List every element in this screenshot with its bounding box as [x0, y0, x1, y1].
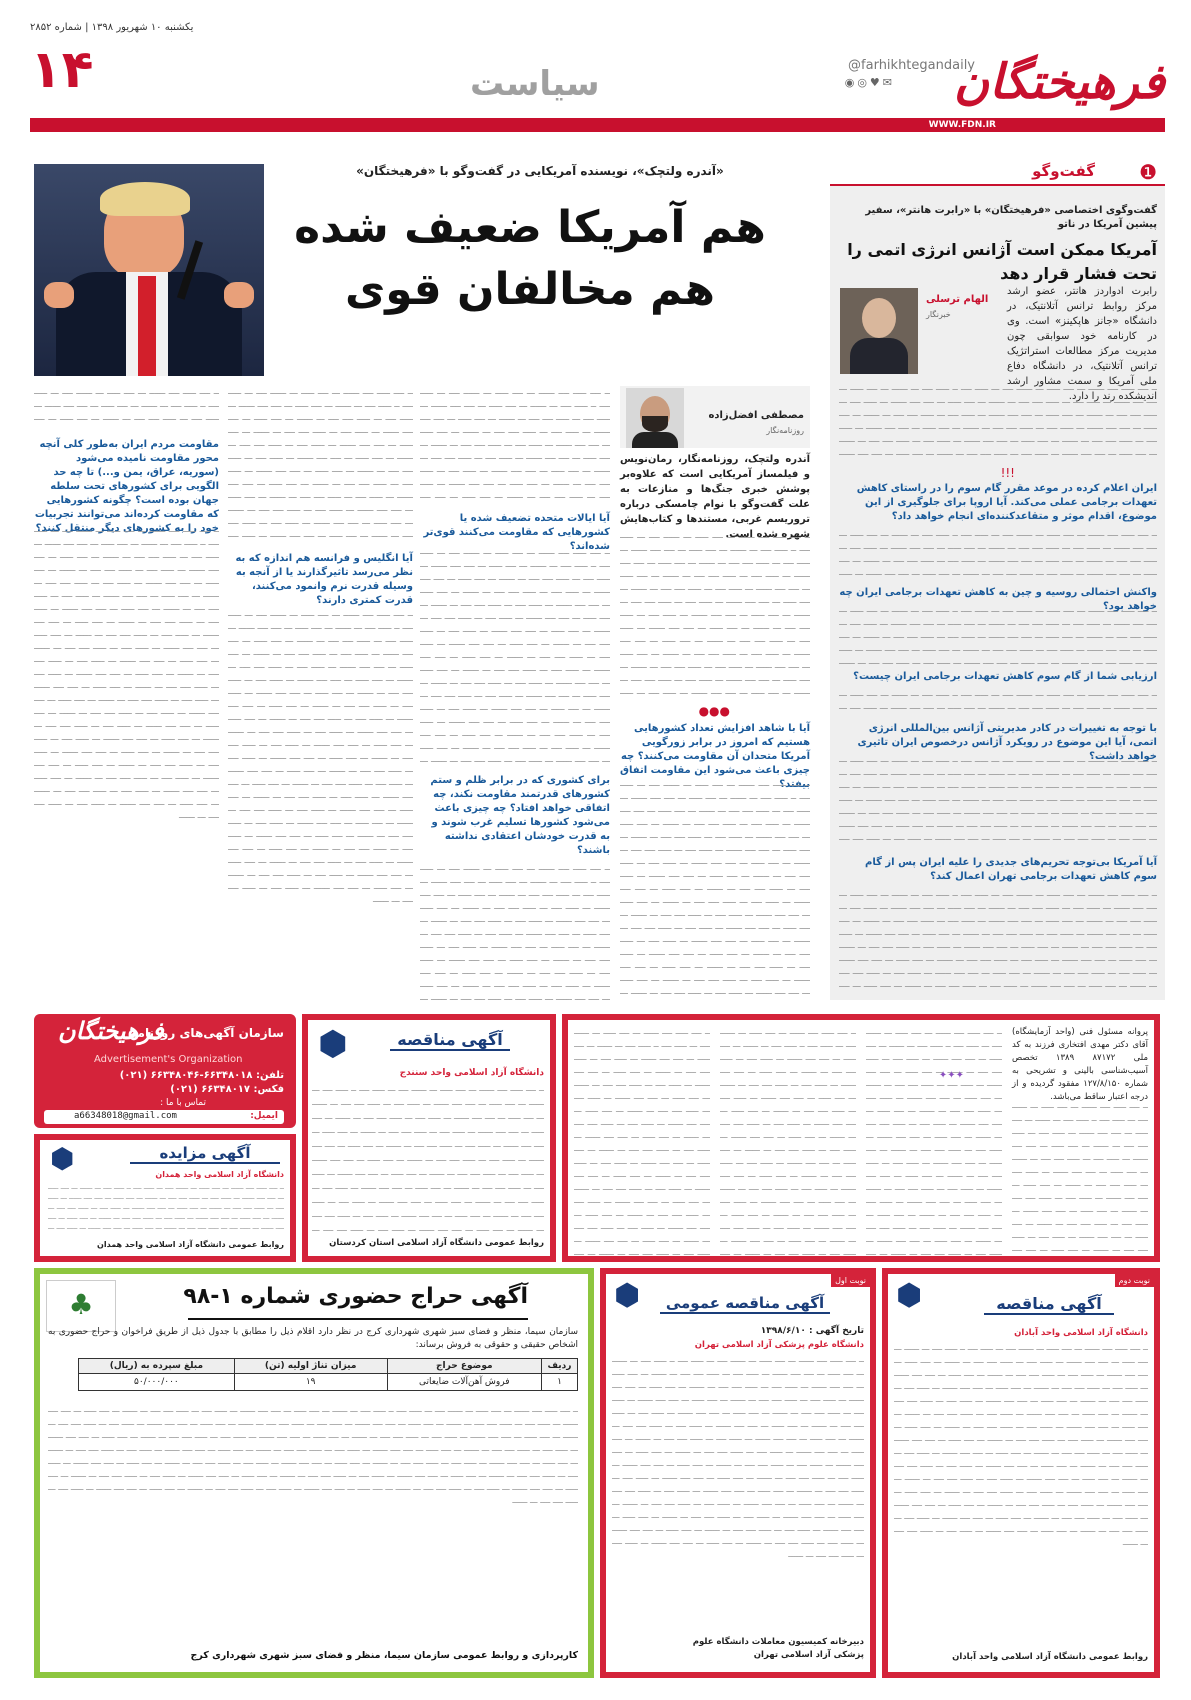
- separator-mark-2: ●●●: [698, 704, 730, 718]
- main-title-line1: هم آمریکا ضعیف شده: [294, 202, 766, 253]
- td-deposit: ۵۰/۰۰۰/۰۰۰: [79, 1374, 235, 1391]
- td-subject: فروش آهن‌آلات ضایعاتی: [387, 1374, 541, 1391]
- main-q5: مقاومت مردم ایران به‌طور کلی آنچه محور مقاومت نامیده می‌شود (سوریه، عراق، یمن و...) تا چه حد الگویی برای کشورهای تحت سلطه جهان بوده است؟ چگونه کشورهایی که مقاومت کرده‌اند می‌توانند تجربیات خود را به کشورهای دیگر منتقل کنند؟: [34, 439, 219, 534]
- td-tonnage: ۱۹: [234, 1374, 387, 1391]
- photo-tie: [138, 276, 156, 376]
- th-tonnage: میزان تناژ اولیه (تن): [234, 1359, 387, 1374]
- notice-col-1: [1012, 1100, 1148, 1256]
- tender-m-icon: ⬢: [614, 1278, 641, 1313]
- interview-tag: گفت‌وگو: [1032, 162, 1095, 180]
- tag-icon: ❶: [1139, 160, 1157, 184]
- th-row: ردیف: [542, 1359, 578, 1374]
- tender-a-text: [894, 1342, 1148, 1642]
- interview-q3: ارزیابی شما از گام سوم کاهش تعهدات برجامی ایران چیست؟: [853, 671, 1157, 682]
- photo-hair: [100, 182, 190, 216]
- interview-q4: با توجه به تغییرات در کادر مدیریتی آژانس بین‌المللی انرژی اتمی، آیا این موضوع در رویکرد آژانس درخصوص ایران تاثیری خواهد داشت؟: [857, 723, 1157, 762]
- ad-auction-karaj: [34, 1268, 594, 1678]
- table-row: [79, 1374, 578, 1391]
- main-title-line2: هم مخالفان قوی: [344, 264, 716, 315]
- main-col2-text-3: [420, 862, 610, 1000]
- main-col1-text-2: [620, 778, 810, 1000]
- ad-tender-k-icon: ⬢: [318, 1024, 348, 1064]
- tender-a-icon: ⬢: [896, 1278, 923, 1313]
- main-col3-text-2: [228, 608, 413, 1000]
- notice-col-2: [866, 1026, 1002, 1256]
- interview-body-6: [839, 888, 1157, 992]
- tender-a-badge: نوبت دوم: [1115, 1274, 1154, 1287]
- ad-org-logo: فرهیختگان: [58, 1016, 164, 1045]
- th-subject: موضوع حراج: [387, 1359, 541, 1374]
- notice-divider-marks: ✦✦✦: [938, 1070, 964, 1081]
- interview-q2: واکنش احتمالی روسیه و چین به کاهش تعهدات برجامی ایران چه خواهد بود؟: [839, 587, 1157, 612]
- main-col3-text-1: [228, 386, 413, 546]
- main-col-1: [620, 452, 810, 1000]
- ad-tender-k-footer: روابط عمومی دانشگاه آزاد اسلامی استان کردستان: [329, 1238, 544, 1248]
- main-col4-text-1: [34, 386, 219, 432]
- karaj-footer: کارپردازی و روابط عمومی سازمان سیما، منظر و فضای سبز شهری شهرداری کرج: [190, 1650, 578, 1661]
- ad-org-subtitle: Advertisement's Organization: [94, 1054, 243, 1065]
- interview-author-photo: [840, 288, 918, 374]
- main-col-4: [34, 386, 219, 1000]
- ad-auction-org: دانشگاه آزاد اسلامی واحد همدان: [155, 1170, 284, 1179]
- tender-m-org: دانشگاه علوم پزشکی آزاد اسلامی تهران: [694, 1340, 864, 1350]
- interview-q1: ایران اعلام کرده در موعد مقرر گام سوم را در راستای کاهش تعهدات برجامی عملی می‌کند. آیا اروپا برای جلوگیری از این موضوع، اقدام موثر و متقاعدکننده‌ای انجام خواهد داد؟: [856, 483, 1157, 522]
- main-col-3: [228, 386, 413, 1000]
- main-q3: برای کشوری که در برابر ظلم و ستم کشورهای قدرتمند مقاومت نکند، چه اتفاقی خواهد افتاد؟ چه چیزی باعث می‌شود کشورها تسلیم غرب شوند و به قدرت خودشان اعتقادی نداشته باشند؟: [430, 775, 610, 856]
- interview-lead: رابرت ادواردز هانتر، عضو ارشد مرکز روابط ترانس آتلانتیک، در دانشگاه «جانز هاپکینز» است. وی در کارنامه خود سوابقی چون مدیریت مرکز مطالعات استراتژیک ترانس آتلانتیک، در دانشگاه دفاع ملی آمریکا و سمت مشاور ارشد اندیشکده رند را دارد.: [1007, 286, 1157, 402]
- th-deposit: مبلغ سپرده به (ریال): [79, 1359, 235, 1374]
- main-author-photo: [626, 388, 684, 448]
- ad-auction-title: آگهی مزایده: [130, 1144, 280, 1164]
- karaj-underline: [188, 1318, 528, 1320]
- notice-col-4: [574, 1026, 710, 1256]
- interview-tag-bar: [830, 160, 1165, 186]
- logo: فرهیختگان: [953, 54, 1165, 110]
- ad-auction-text: [48, 1182, 284, 1234]
- ad-org-phone: تلفن: ۶۶۳۴۸۰۱۸-۶۶۳۴۸۰۴۶ (۰۲۱): [119, 1070, 284, 1081]
- separator-mark: !!!: [1000, 466, 1015, 480]
- website: WWW.FDN.IR: [928, 120, 996, 130]
- interview-title: آمریکا ممکن است آژانس انرژی اتمی را تحت فشار قرار دهد: [847, 240, 1157, 283]
- karaj-conditions: [48, 1404, 578, 1640]
- ad-org-title: سازمان آگهی‌های روزنامه: [130, 1026, 284, 1040]
- notice-1: پروانه مسئول فنی (واحد آزمایشگاه) آقای دکتر مهدی افتخاری فرزند به کد ملی ۸۷۱۷۲ ۱۳۸۹ تخصص آسیب‌شناسی بالینی و تشریحی به شماره ۱۲۷/۸/۱۵۰ مفقود گردیده و از درجه اعتبار ساقط می‌باشد.: [1012, 1027, 1149, 1102]
- main-author-box: [620, 386, 810, 448]
- tender-m-badge: نوبت اول: [831, 1274, 870, 1287]
- trump-photo: [34, 164, 264, 376]
- karaj-table: [78, 1358, 578, 1391]
- main-col-2: [420, 386, 610, 1000]
- karaj-intro: سازمان سیما، منظر و فضای سبز شهری شهرداری کرج در نظر دارد اقلام ذیل را مطابق با جدول ذیل از طریق فراخوان و حراج حضوری به اشخاص حقیقی و حقوقی به فروش برساند:: [48, 1327, 578, 1350]
- interview-body-3: [839, 604, 1157, 664]
- interview-author-role: خبرنگار: [926, 310, 951, 319]
- tender-a-title: آگهی مناقصه: [984, 1294, 1114, 1315]
- main-q4: آیا انگلیس و فرانسه هم اندازه که به نظر می‌رسد تاثیرگذارند یا از آنجه به وسیله قدرت نرم وانمود می‌کنند، قدرت کمتری دارند؟: [235, 553, 413, 606]
- ad-org-email-label: ایمیل:: [250, 1111, 278, 1121]
- interview-body-4: [839, 688, 1157, 714]
- ad-auction-hamadan: [34, 1134, 296, 1262]
- karaj-title: آگهی حراج حضوری شماره ۱-۹۸: [183, 1284, 528, 1309]
- interview-body-5: [839, 754, 1157, 848]
- photo-hand-left: [44, 282, 74, 308]
- date-issue: یکشنبه ۱۰ شهریور ۱۳۹۸ | شماره ۲۸۵۲: [30, 22, 194, 33]
- karaj-logo: ♣: [46, 1280, 116, 1332]
- main-q1: آیا با شاهد افزایش تعداد کشورهایی هستیم که امروز در برابر زورگویی آمریکا متحدان آن مقاومت می‌کنند؟ چه چیزی باعث می‌شود این مقاومت اتفاق بیفتد؟: [620, 723, 810, 790]
- karaj-table-header: [79, 1359, 578, 1374]
- tender-m-date: تاریخ آگهی : ۱۳۹۸/۶/۱۰: [760, 1326, 864, 1336]
- main-kicker: «آندره ولتچک»، نویسنده آمریکایی در گفت‌وگو با «فرهیختگان»: [356, 164, 724, 178]
- interview-intro: گفت‌وگوی اختصاصی «فرهیختگان» با «رابرت هانتر»، سفیر پیشین آمریکا در ناتو: [865, 205, 1157, 230]
- notice-col-3: [720, 1026, 856, 1256]
- interview-author-name: الهام ترسلی: [926, 294, 989, 305]
- main-col2-text-2: [420, 546, 610, 766]
- ad-org-email[interactable]: a66348018@gmail.com: [74, 1111, 177, 1121]
- main-q2: آیا ایالات متحده تضعیف شده یا کشورهایی که مقاومت می‌کنند قوی‌تر شده‌اند؟: [423, 513, 610, 552]
- interview-section: [830, 160, 1165, 1000]
- social-handle: @farhikhtegandaily: [848, 58, 975, 73]
- interview-body-2: [839, 528, 1157, 580]
- ad-org-fax: فکس: ۶۶۳۴۸۰۱۷ (۰۲۱): [170, 1084, 284, 1095]
- ad-org-contact: تماس با ما :: [160, 1098, 206, 1108]
- ad-tender-kurdistan: [302, 1014, 556, 1262]
- interview-q5: آیا آمریکا بی‌توجه تحریم‌های جدیدی را علیه ایران پس از گام سوم کاهش تعهدات برجامی تهران اعمال کند؟: [865, 857, 1157, 882]
- main-col2-text-1: [420, 386, 610, 506]
- ad-org-email-box: [44, 1110, 284, 1124]
- ad-organization: [34, 1014, 296, 1128]
- main-lead: آندره ولتچک، روزنامه‌نگار، رمان‌نویس و فیلمساز آمریکایی است که علاوه‌بر پوشش خبری جنگ‌ها و منازعات به علت گفت‌وگو با نوام چامسکی درباره تروریسم غربی، مستندها و کتاب‌هایش شهره شده است.: [620, 454, 810, 540]
- ad-tender-k-title: آگهی مناقصه: [390, 1030, 510, 1051]
- main-author-role: روزنامه‌نگار: [766, 426, 804, 435]
- social-icons: ◉◎♥✉: [844, 76, 895, 89]
- photo-hand-right: [224, 282, 254, 308]
- page-number: ۱۴: [30, 40, 94, 100]
- ad-notices: [562, 1014, 1160, 1262]
- ad-tender-medical: [600, 1268, 876, 1678]
- ad-auction-footer: روابط عمومی دانشگاه آزاد اسلامی واحد همدان: [97, 1240, 284, 1249]
- tender-a-footer: روابط عمومی دانشگاه آزاد اسلامی واحد آبادان: [952, 1652, 1148, 1662]
- main-col4-text-2: [34, 524, 219, 1000]
- ad-tender-k-text: [312, 1082, 544, 1232]
- tender-m-title: آگهی مناقصه عمومی: [660, 1294, 830, 1314]
- tender-m-footer: دبیرخانه کمیسیون معاملات دانشگاه علوم پزشکی آزاد اسلامی تهران: [692, 1637, 864, 1660]
- section-title: سیاست: [470, 64, 600, 104]
- td-row: ۱: [542, 1374, 578, 1391]
- main-author-name: مصطفی افضل‌زاده: [708, 410, 804, 421]
- masthead: [30, 22, 1165, 132]
- tender-m-text: [612, 1354, 864, 1624]
- tender-a-org: دانشگاه آزاد اسلامی واحد آبادان: [1014, 1328, 1148, 1338]
- main-col1-text: [620, 530, 810, 700]
- ad-tender-k-org: دانشگاه آزاد اسلامی واحد سنندج: [399, 1068, 544, 1078]
- interview-body-1: [839, 382, 1157, 462]
- ad-auction-university-icon: ⬢: [50, 1142, 75, 1175]
- ad-tender-abadan: [882, 1268, 1160, 1678]
